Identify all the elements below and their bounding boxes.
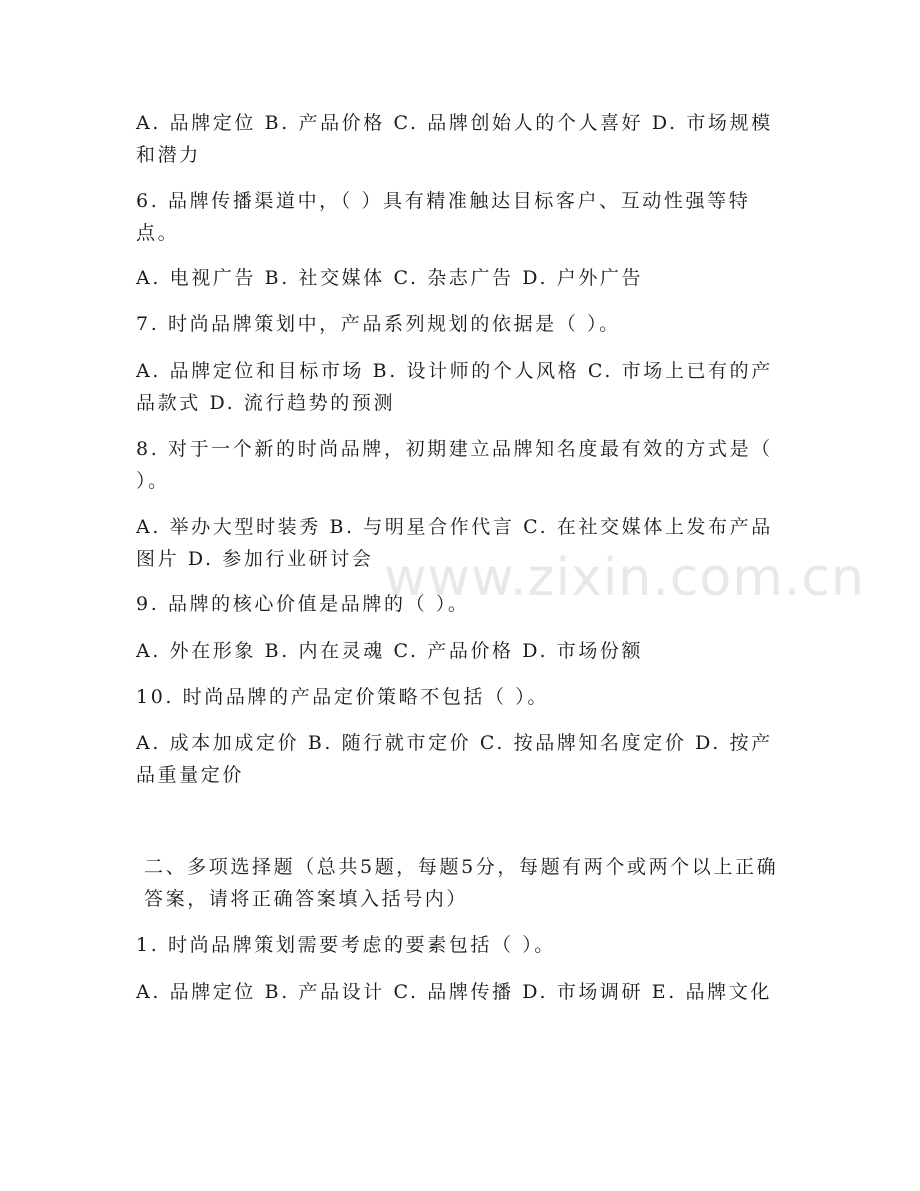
q9-options-text: A. 外在形象 B. 内在灵魂 C. 产品价格 D. 市场份额 bbox=[136, 640, 644, 662]
q8-text: 8. 对于一个新的时尚品牌，初期建立品牌知名度最有效的方式是（ ）。 bbox=[136, 438, 773, 492]
watermark: www.zixin.com.cn bbox=[384, 548, 865, 608]
q8-options-text: A. 举办大型时装秀 B. 与明星合作代言 C. 在社交媒体上发布产品图片 D. 参加行业研讨会 bbox=[136, 516, 773, 570]
q9-text: 9. 品牌的核心价值是品牌的（ ）。 bbox=[136, 593, 470, 615]
section-2-heading: 二、多项选择题（总共5题，每题5分，每题有两个或两个以上正确答案，请将正确答案填入括号内） bbox=[144, 856, 779, 910]
mq1-options-text: A. 品牌定位 B. 产品设计 C. 品牌传播 D. 市场调研 E. 品牌文化 bbox=[136, 981, 772, 1003]
mq1-text: 1. 时尚品牌策划需要考虑的要素包括（ ）。 bbox=[136, 934, 556, 956]
q10-text: 10. 时尚品牌的产品定价策略不包括（ ）。 bbox=[136, 686, 549, 708]
q5-options-text: A. 品牌定位 B. 产品价格 C. 品牌创始人的个人喜好 D. 市场规模和潜力 bbox=[136, 112, 773, 166]
q10-options-text: A. 成本加成定价 B. 随行就市定价 C. 按品牌知名度定价 D. 按产品重量定价 bbox=[136, 732, 773, 786]
q6-options-text: A. 电视广告 B. 社交媒体 C. 杂志广告 D. 户外广告 bbox=[136, 267, 644, 289]
q7-options-text: A. 品牌定位和目标市场 B. 设计师的个人风格 C. 市场上已有的产品款式 D. 流行趋势的预测 bbox=[136, 360, 773, 414]
q6-text: 6. 品牌传播渠道中，（ ）具有精准触达目标客户、互动性强等特点。 bbox=[136, 190, 751, 244]
q7-text: 7. 时尚品牌策划中，产品系列规划的依据是（ ）。 bbox=[136, 313, 621, 335]
